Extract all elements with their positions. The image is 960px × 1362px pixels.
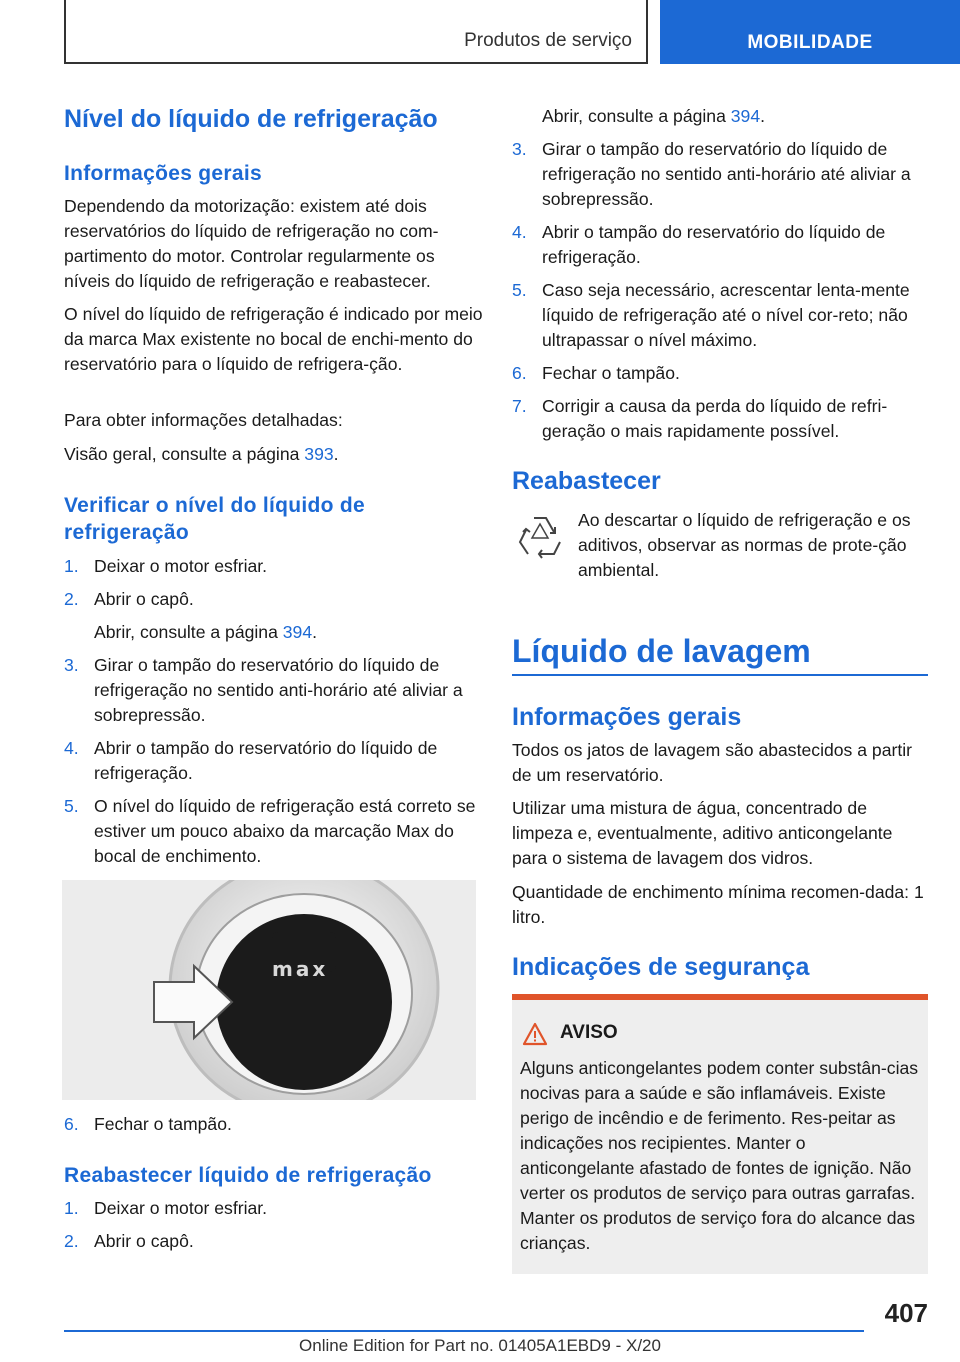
footer-divider	[64, 1330, 864, 1332]
paragraph-washer-mix: Utilizar uma mistura de água, concentrado de limpeza e, eventualmente, aditivo anticongelante para o sistema de lavagem dos vidros.	[512, 798, 893, 868]
list-item-sub: Abrir, consulte a página 394.	[542, 106, 766, 126]
header-section-tab	[64, 0, 648, 64]
heading-general-info: Informações gerais	[64, 162, 262, 185]
refill-steps-list	[64, 1196, 484, 1254]
list-item: 1. Deixar o motor esfriar.	[64, 1198, 268, 1218]
list-item: 2. Abrir o capô.	[64, 1231, 194, 1251]
list-item: 3. Girar o tampão do reservatório do líquido de refrigeração no sentido anti-horário até aliviar a sobrepressão.	[512, 139, 911, 209]
heading-safety: Indicações de segurança	[512, 953, 810, 981]
page-link-394-right[interactable]: 394	[730, 106, 761, 126]
paragraph-washer-jets: Todos os jatos de lavagem são abastecidos a partir de um reservatório.	[512, 740, 912, 785]
paragraph-washer-quantity: Quantidade de enchimento mínima recomen-dada: 1 litro.	[512, 882, 924, 927]
heading-check-level: Verificar o nível do líquido de refrigeração	[64, 494, 366, 544]
coolant-cap-illustration	[62, 880, 476, 1100]
list-item: 5. O nível do líquido de refrigeração está correto se estiver um pouco abaixo da marcação Max do bocal de enchimento.	[64, 796, 476, 866]
paragraph-motor: Dependendo da motorização: existem até dois reservatórios do líquido de refrigeração no com-partimento do motor. Controlar regularmente os níveis do líquido de refrigeração e reabastecer.	[64, 196, 439, 291]
paragraph-level-mark: O nível do líquido de refrigeração é indicado por meio da marca Max existente no bocal de enchi-mento do reservatório para o líquido de refrigera-ção.	[64, 304, 483, 374]
header-section-label: Produtos de serviço	[464, 30, 632, 51]
page-link-394[interactable]: 394	[282, 622, 313, 642]
paragraph-overview-ref: Visão geral, consulte a página 393.	[64, 444, 339, 464]
section-title-coolant: Nível do líquido de refrigeração	[64, 105, 438, 133]
header-chapter-label: MOBILIDADE	[747, 32, 873, 53]
warning-text: Alguns anticongelantes podem conter substân-cias nocivas para a saúde e são inflamáveis. Existe perigo de incêndio e de ferimento. Res-peitar as indicações nos recipientes. Manter o anticongelante afastado de fontes de ignição. Não verter os produtos de serviço para outras garrafas. Manter os produtos de serviço fora do alcance das crianças.	[520, 1058, 919, 1253]
list-item: 5. Caso seja necessário, acrescentar lenta-mente líquido de refrigeração até o nível cor-reto; não ultrapassar o nível máximo.	[512, 280, 910, 350]
warning-title: AVISO	[560, 1022, 618, 1043]
list-item: 4. Abrir o tampão do reservatório do líquido de refrigeração.	[512, 222, 886, 267]
warning-triangle-icon	[522, 1022, 548, 1046]
check-steps-list	[64, 554, 484, 869]
paragraph-details: Para obter informações detalhadas:	[64, 410, 343, 430]
refill-steps-continued	[512, 104, 928, 444]
list-item: 4. Abrir o tampão do reservatório do líquido de refrigeração.	[64, 738, 438, 783]
section-divider	[512, 674, 928, 676]
heading-washer-info: Informações gerais	[512, 703, 742, 731]
environment-note: Ao descartar o líquido de refrigeração e os aditivos, observar as normas de prote-ção ambiental.	[578, 510, 911, 580]
recycle-icon	[514, 512, 566, 568]
max-mark-label: max	[272, 957, 329, 981]
list-item-sub: Abrir, consulte a página 394.	[94, 622, 318, 642]
list-item: 1. Deixar o motor esfriar.	[64, 556, 268, 576]
list-item: 2. Abrir o capô.	[64, 589, 194, 609]
warning-box	[512, 994, 928, 1274]
list-item: 6. Fechar o tampão.	[64, 1114, 232, 1134]
list-item: 7. Corrigir a causa da perda do líquido de refri-geração o mais rapidamente possível.	[512, 396, 888, 441]
header-chapter-tab	[660, 0, 960, 64]
heading-refill: Reabastecer	[512, 467, 661, 495]
heading-refill-coolant: Reabastecer líquido de refrigeração	[64, 1164, 432, 1187]
cap-drawing	[62, 880, 476, 1100]
list-item: 3. Girar o tampão do reservatório do líquido de refrigeração no sentido anti-horário até aliviar a sobrepressão.	[64, 655, 463, 725]
footer-edition: Online Edition for Part no. 01405A1EBD9 - X/20	[299, 1336, 661, 1355]
page-number: 407	[884, 1298, 928, 1328]
page-link-393[interactable]: 393	[304, 444, 334, 464]
list-item: 6. Fechar o tampão.	[512, 363, 680, 383]
section-title-washer: Líquido de lavagem	[512, 633, 811, 669]
